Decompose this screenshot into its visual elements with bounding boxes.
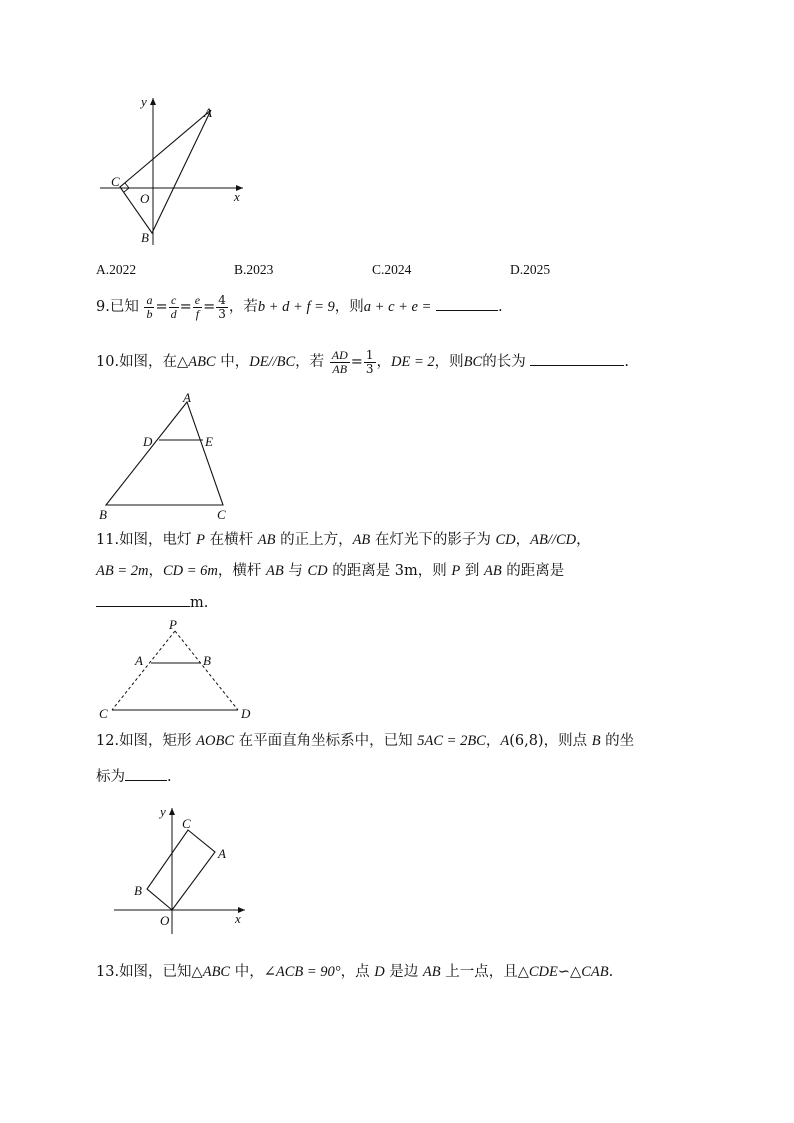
question-12-line-2: [96, 766, 172, 787]
q9-fraction-1: $\frac{a}{b}$: [146, 292, 153, 321]
question-10: [96, 345, 629, 379]
q12-t5: 的坐: [600, 733, 635, 749]
q11-t6: ，: [576, 532, 591, 548]
question-11-line-1: [96, 530, 591, 550]
fig8-label-x: x: [234, 189, 240, 204]
fig12-label-b: B: [134, 883, 142, 898]
q11-unit: m.: [190, 595, 209, 611]
q11-l2l: 的距离是: [501, 563, 565, 579]
q11-parallel: AB//CD: [530, 532, 577, 548]
q13-t5: 上一点，且△: [440, 964, 529, 980]
fig8-label-o: O: [140, 191, 150, 206]
q13-angle: ∠ACB = 90°: [263, 964, 341, 980]
q9-fraction-2: $\frac{c}{d}$: [170, 292, 177, 321]
q9-eq-3: =: [203, 299, 216, 315]
q10-t2: 中，: [215, 354, 250, 370]
q13-cab: CAB: [581, 964, 609, 980]
q8-option-a[interactable]: A.2022: [96, 262, 137, 277]
q11-p: P: [196, 532, 206, 548]
q12-rectangle-figure: [110, 800, 255, 938]
q12-point-a: A: [500, 733, 510, 749]
q13-cde: CDE: [528, 964, 558, 980]
q10-t1: 如图，在△: [119, 354, 189, 370]
q11-l2k: AB: [483, 563, 502, 579]
q13-t3: ，点: [340, 964, 375, 980]
q9-condition: b + d + f = 9: [257, 299, 335, 315]
q10-t3: ，若: [295, 354, 325, 370]
q13-end: .: [608, 964, 614, 980]
q11-ab-length: AB = 2m: [96, 563, 149, 579]
q9-fraction-3: $\frac{e}{f}$: [194, 292, 201, 321]
q8-option-b[interactable]: B.2023: [234, 262, 274, 277]
q9-eq-2: =: [179, 299, 192, 315]
q13-t4: 是边: [384, 964, 423, 980]
q11-ab: AB: [257, 532, 276, 548]
q11-t1: 如图，电灯: [119, 532, 197, 548]
q12-t4: ，则点: [543, 733, 592, 749]
q11-answer-blank[interactable]: [96, 592, 190, 607]
q9-number: 9.: [96, 299, 110, 315]
q13-similar: ∽△: [557, 964, 582, 980]
fig11-label-p: P: [169, 617, 177, 632]
q10-t4: ，: [376, 354, 392, 370]
q9-mid: ，若: [228, 299, 258, 315]
q11-t3: 的正上方，: [275, 532, 353, 548]
q11-l2b: ，: [148, 563, 163, 579]
q11-lamp-figure: [95, 615, 265, 727]
fig12-label-o: O: [160, 913, 170, 928]
q11-l2e: AB: [266, 563, 284, 579]
q10-answer-blank[interactable]: [530, 351, 624, 366]
q11-l2d: ，横杆: [217, 563, 266, 579]
q9-pre: 已知: [109, 299, 139, 315]
q10-number: 10.: [96, 354, 120, 370]
question-11-line-3: [96, 592, 208, 613]
q10-abc: ABC: [188, 354, 216, 370]
fig12-label-x: x: [235, 911, 241, 926]
q9-answer-blank[interactable]: [436, 296, 498, 311]
q11-l2g: CD: [307, 563, 328, 579]
q12-l2: 标为: [96, 769, 125, 785]
fig11-label-d: D: [241, 706, 251, 721]
q10-end: .: [624, 354, 629, 370]
q12-t2: 在平面直角坐标系中，已知: [234, 733, 418, 749]
q11-number: 11.: [96, 532, 120, 548]
q12-aobc: AOBC: [196, 733, 235, 749]
q10-de: DE = 2: [391, 354, 435, 370]
q10-t6: 的长为: [482, 354, 526, 370]
q11-t4: 在灯光下的影子为: [370, 532, 496, 548]
fig8-label-b: B: [141, 230, 149, 245]
q10-bc: BC: [463, 354, 483, 370]
q13-number: 13.: [96, 964, 120, 980]
q9-then: ，则: [334, 299, 364, 315]
q9-expression: a + c + e =: [363, 299, 432, 315]
q13-ab: AB: [422, 964, 441, 980]
question-12-line-1: [96, 731, 634, 751]
q11-t5: ，: [515, 532, 531, 548]
fig12-label-a: A: [218, 846, 226, 861]
q11-ab2: AB: [352, 532, 371, 548]
q11-t2: 在横杆: [205, 532, 258, 548]
q11-cd-length: CD = 6m: [162, 563, 218, 579]
q12-condition: 5AC = 2BC: [417, 733, 486, 749]
q10-parallel: DE//BC: [249, 354, 296, 370]
q9-eq-1: =: [155, 299, 168, 315]
q13-t2: 中，: [230, 964, 264, 980]
q12-answer-blank[interactable]: [125, 766, 167, 781]
fig10-label-a: A: [183, 390, 191, 405]
q12-end: .: [167, 769, 172, 785]
q13-abc: ABC: [202, 964, 231, 980]
q8-option-c[interactable]: C.2024: [372, 262, 412, 277]
q12-t1: 如图，矩形: [119, 733, 197, 749]
fig10-label-b: B: [99, 507, 107, 522]
q8-option-d[interactable]: D.2025: [510, 262, 551, 277]
fig8-label-y: y: [141, 94, 147, 109]
fig8-label-a: A: [204, 105, 212, 120]
q10-fraction-ratio: $\frac{AD}{AB}$: [331, 347, 348, 376]
q10-eq: =: [350, 354, 363, 370]
q10-t5: ，则: [434, 354, 464, 370]
fig11-label-c: C: [99, 706, 108, 721]
q13-t1: 如图，已知△: [119, 964, 203, 980]
fig10-label-c: C: [217, 507, 226, 522]
fig12-label-c: C: [182, 816, 191, 831]
fig8-label-c: C: [111, 174, 120, 189]
q12-point-b: B: [591, 733, 601, 749]
q12-coord: (6,8): [509, 733, 544, 749]
q12-number: 12.: [96, 733, 120, 749]
fig11-label-b: B: [203, 653, 211, 668]
question-11-line-2: [96, 561, 564, 581]
question-9: [96, 290, 503, 324]
fig12-label-y: y: [160, 804, 166, 819]
q8-coordinate-figure: [95, 90, 255, 250]
question-13: [96, 962, 613, 982]
q9-end: .: [498, 299, 503, 315]
q10-triangle-figure: [95, 390, 245, 522]
q12-t3: ，: [485, 733, 501, 749]
q9-fraction-4: $\frac{4}{3}$: [218, 292, 226, 321]
q10-fraction-value: $\frac{1}{3}$: [365, 347, 374, 376]
q11-cd: CD: [495, 532, 516, 548]
q11-l2i: P: [451, 563, 461, 579]
fig11-label-a: A: [135, 653, 143, 668]
q11-l2j: 到: [460, 563, 484, 579]
fig10-label-d: D: [143, 434, 153, 449]
q11-l2f: 与: [283, 563, 308, 579]
q11-l2h: 的距离是 3m，则: [327, 563, 452, 579]
q13-point-d: D: [374, 964, 385, 980]
fig10-label-e: E: [205, 434, 213, 449]
